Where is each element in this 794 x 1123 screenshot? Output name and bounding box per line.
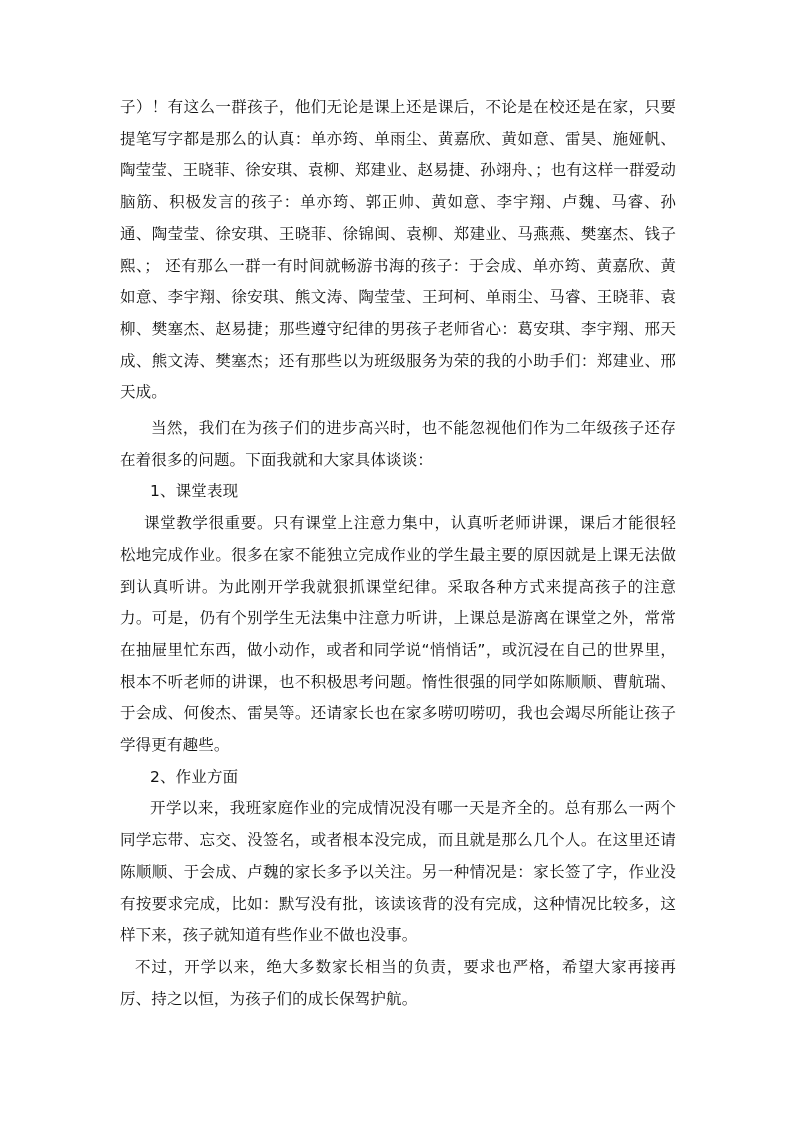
paragraph-student-praise: 子）！有这么一群孩子，他们无论是课上还是课后，不论是在校还是在家，只要提笔写字都是那么的认真：单亦筠、单雨尘、黄嘉欣、黄如意、雷昊、施娅帆、陶莹莹、王晓菲、徐安琪、袁柳、郑建业、赵易捷、孙翊舟、；也有这样一群爱动脑筋、积极发言的孩子：单亦筠、郭正帅、黄如意、李宇翔、卢魏、马睿、孙通、陶莹莹、徐安琪、王晓菲、徐锦闽、袁柳、郑建业、马燕燕、樊塞杰、钱子熙、； 还有那么一群一有时间就畅游书海的孩子：于会成、单亦筠、黄嘉欣、黄如意、李宇翔、徐安琪、熊文涛、陶莹莹、王珂柯、单雨尘、马睿、王晓菲、袁柳、樊塞杰、赵易捷；那些遵守纪律的男孩子老师省心：葛安琪、李宇翔、邢天成、熊文涛、樊塞杰；还有那些以为班级服务为荣的我的小助手们：郑建业、邢天成。 (120, 98, 676, 402)
section-heading-classroom: 1、课堂表现 (150, 482, 239, 501)
paragraph-classroom: 课堂教学很重要。只有课堂上注意力集中，认真听老师讲课，课后才能很轻松地完成作业。很多在家不能独立完成作业的学生最主要的原因就是上课无法做到认真听讲。为此刚开学我就狠抓课堂纪律。采取各种方式来提高孩子的注意力。可是，仍有个别学生无法集中注意力听讲，上课总是游离在课堂之外，常常在抽屉里忙东西，做小动作，或者和同学说“悄悄话”，或沉浸在自己的世界里，根本不听老师的讲课，也不积极思考问题。惰性很强的同学如陈顺顺、曹航瑞、于会成、何俊杰、雷昊等。还请家长也在家多唠叨唠叨，我也会竭尽所能让孩子学得更有趣些。 (120, 514, 676, 755)
paragraph-conclusion: 不过，开学以来，绝大多数家长相当的负责，要求也严格，希望大家再接再厉、持之以恒，为孩子们的成长保驾护航。 (120, 957, 676, 1008)
paragraph-problems-intro: 当然，我们在为孩子们的进步高兴时，也不能忽视他们作为二年级孩子还存在着很多的问题。下面我就和大家具体谈谈： (120, 419, 676, 469)
paragraph-homework: 开学以来，我班家庭作业的完成情况没有哪一天是齐全的。总有那么一两个同学忘带、忘交、没签名，或者根本没完成，而且就是那么几个人。在这里还请陈顺顺、于会成、卢魏的家长多予以关注。另一种情况是：家长签了字，作业没有按要求完成，比如：默写没有批，该读该背的没有完成，这种情况比较多，这样下来，孩子就知道有些作业不做也没事。 (120, 799, 676, 945)
document-body (120, 92, 676, 1015)
section-heading-homework: 2、作业方面 (150, 767, 239, 786)
